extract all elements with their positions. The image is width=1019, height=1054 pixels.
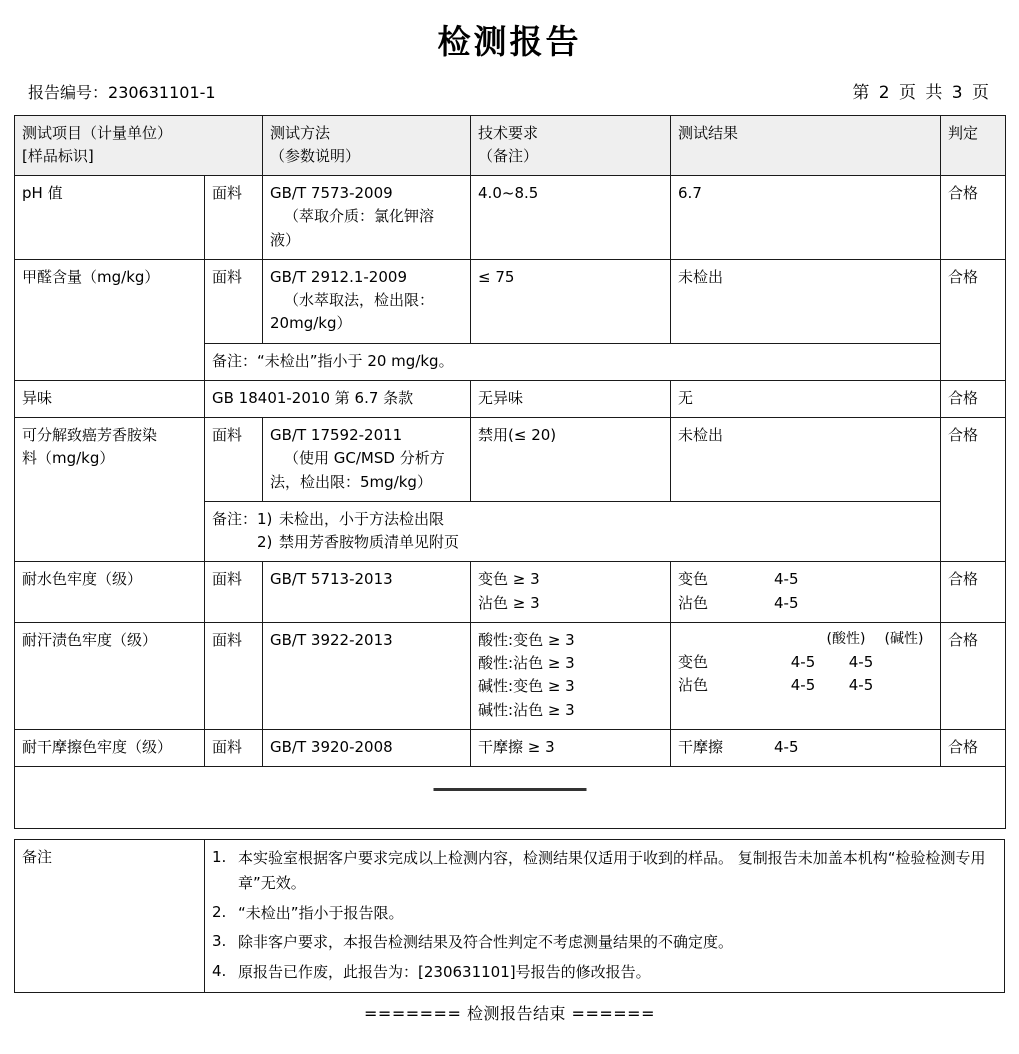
result-grid-header	[678, 629, 933, 651]
remark-item-text: 原报告已作废，此报告为：[230631101]号报告的修改报告。	[238, 963, 651, 982]
table-row	[15, 562, 1006, 623]
column-header-item-line2: [样品标识]	[22, 146, 94, 165]
table-body	[15, 176, 1006, 829]
page-indicator: 第 2 页 共 3 页	[852, 82, 991, 103]
item-line2: 料（mg/kg）	[22, 449, 115, 468]
remark-item-number: 4.	[212, 962, 227, 981]
result-label: 沾色	[678, 593, 709, 612]
remark-item-text: 除非客户要求，本报告检测结果及符合性判定不考虑测量结果的不确定度。	[238, 933, 734, 952]
column-header-method-line2: （参数说明）	[270, 146, 361, 165]
cell-verdict: 合格	[941, 418, 1006, 562]
item-line1: 可分解致癌芳香胺染	[22, 426, 158, 445]
table-row	[15, 418, 1006, 502]
cell-result: 无	[671, 380, 941, 417]
remark-item-text: 本实验室根据客户要求完成以上检测内容，检测结果仅适用于收到的样品。 复制报告未加盖本机构“检验检测专用章”无效。	[238, 849, 986, 892]
row-note-item-number: 2)	[257, 533, 273, 552]
method-standard: GB/T 17592-2011	[270, 426, 403, 445]
cell-material: 面料	[205, 418, 263, 502]
requirement-line: 碱性:变色 ≥ 3	[478, 677, 575, 696]
method-standard: GB/T 7573-2009	[270, 184, 393, 203]
requirement-line: 酸性:沾色 ≥ 3	[478, 654, 575, 673]
cell-method	[263, 418, 471, 502]
cell-item	[15, 418, 205, 562]
report-number	[28, 80, 216, 103]
cell-method: GB/T 3922-2013	[263, 622, 471, 729]
remark-item	[212, 930, 997, 955]
column-header-requirement-line1: 技术要求	[478, 123, 539, 142]
column-header-verdict: 判定	[941, 115, 1006, 176]
table-row	[15, 259, 1006, 343]
result-label: 沾色	[678, 675, 709, 694]
row-note-item-number: 1)	[257, 509, 273, 528]
result-pair	[678, 592, 933, 615]
remark-item	[212, 960, 997, 985]
cell-item: 异味	[15, 380, 205, 417]
method-standard: GB/T 2912.1-2009	[270, 267, 407, 286]
cell-requirement	[471, 622, 671, 729]
method-note-line2: 法，检出限：5mg/kg）	[270, 472, 432, 491]
cell-item: 耐汗渍色牢度（级）	[15, 622, 205, 729]
result-value-alkali: 4-5	[848, 675, 874, 694]
remarks-content	[205, 840, 1005, 993]
table-header	[15, 115, 1006, 176]
cell-verdict: 合格	[941, 562, 1006, 623]
results-table-wrapper	[0, 103, 1019, 830]
cell-method: GB/T 3920-2008	[263, 729, 471, 766]
result-value-acid: 4-5	[790, 652, 816, 671]
cell-item: 耐干摩擦色牢度（级）	[15, 729, 205, 766]
result-value: 4-5	[774, 593, 799, 612]
cell-verdict: 合格	[941, 176, 1006, 260]
cell-result	[671, 622, 941, 729]
table-header-row	[15, 115, 1006, 176]
cell-requirement	[471, 562, 671, 623]
method-note-line1: （萃取介质：氯化钾溶	[284, 207, 435, 226]
cell-item: 耐水色牢度（级）	[15, 562, 205, 623]
cell-result	[671, 562, 941, 623]
page-title: 检测报告	[437, 22, 582, 61]
requirement-line: 碱性:沾色 ≥ 3	[478, 700, 575, 719]
requirement-line: 变色 ≥ 3	[478, 570, 540, 589]
cell-verdict: 合格	[941, 622, 1006, 729]
row-note-item-text: 未检出，小于方法检出限	[279, 509, 445, 528]
cell-requirement: ≤ 75	[471, 259, 671, 343]
requirement-line: 沾色 ≥ 3	[478, 593, 540, 612]
report-end-marker: ======= 检测报告结束 ======	[364, 1003, 655, 1023]
row-note-list	[257, 508, 459, 555]
cell-spacer	[15, 767, 1006, 829]
cell-row-note	[205, 501, 941, 562]
remarks-table	[14, 839, 1005, 993]
cell-requirement: 无异味	[471, 380, 671, 417]
report-number-value: 230631101-1	[108, 82, 216, 102]
cell-material: 面料	[205, 176, 263, 260]
cell-material: 面料	[205, 259, 263, 343]
cell-material: 面料	[205, 622, 263, 729]
result-label: 干摩擦	[678, 737, 724, 756]
result-grid-row	[678, 651, 933, 674]
result-label: 变色	[678, 652, 709, 671]
remark-item	[212, 901, 997, 926]
cell-requirement: 禁用(≤ 20)	[471, 418, 671, 502]
method-note-line2: 液）	[270, 230, 301, 249]
result-pair	[678, 568, 933, 591]
cell-requirement: 干摩擦 ≥ 3	[471, 729, 671, 766]
requirement-line: 酸性:变色 ≥ 3	[478, 630, 575, 649]
result-grid-row	[678, 674, 933, 697]
column-header-result: 测试结果	[671, 115, 941, 176]
column-header-requirement-line2: （备注）	[478, 146, 539, 165]
cell-result	[671, 729, 941, 766]
cell-result: 未检出	[671, 418, 941, 502]
column-header-method-line1: 测试方法	[270, 123, 331, 142]
cell-result: 未检出	[671, 259, 941, 343]
remark-item-number: 1.	[212, 848, 227, 867]
end-of-results-rule	[434, 788, 587, 791]
result-label: 变色	[678, 570, 709, 589]
table-row	[15, 380, 1006, 417]
result-pair	[678, 736, 933, 759]
table-spacer-row	[15, 767, 1006, 829]
row-note-text: “未检出”指小于 20 mg/kg。	[257, 351, 454, 370]
cell-material: 面料	[205, 562, 263, 623]
remark-item-text: “未检出”指小于报告限。	[238, 903, 404, 922]
column-header-requirement	[471, 115, 671, 176]
cell-verdict: 合格	[941, 259, 1006, 380]
report-meta	[0, 62, 1019, 103]
remarks-label: 备注	[15, 840, 205, 993]
cell-item: 甲醛含量（mg/kg）	[15, 259, 205, 380]
column-header-item-line1: 测试项目（计量单位）	[22, 123, 173, 142]
cell-method: GB 18401-2010 第 6.7 条款	[205, 380, 471, 417]
result-value-alkali: 4-5	[848, 652, 874, 671]
cell-item: pH 值	[15, 176, 205, 260]
cell-row-note	[205, 343, 941, 380]
table-row	[15, 729, 1006, 766]
result-value: 4-5	[774, 570, 799, 589]
row-note-label: 备注：	[212, 351, 258, 370]
cell-verdict: 合格	[941, 729, 1006, 766]
row-note-item	[257, 508, 459, 531]
table-row	[15, 622, 1006, 729]
cell-requirement: 4.0~8.5	[471, 176, 671, 260]
remarks-table-wrapper	[0, 829, 1019, 993]
remark-item-number: 3.	[212, 932, 227, 951]
report-number-label: 报告编号：	[28, 82, 109, 102]
method-note-line1: （使用 GC/MSD 分析方	[284, 449, 445, 468]
method-note-line2: 20mg/kg）	[270, 314, 352, 333]
cell-material: 面料	[205, 729, 263, 766]
remark-item-number: 2.	[212, 902, 227, 921]
result-column-header-alkali: (碱性)	[884, 630, 924, 647]
cell-result: 6.7	[671, 176, 941, 260]
remarks-body	[15, 840, 1005, 993]
cell-method	[263, 259, 471, 343]
result-value-acid: 4-5	[790, 675, 816, 694]
remarks-row	[15, 840, 1005, 993]
cell-verdict: 合格	[941, 380, 1006, 417]
cell-method: GB/T 5713-2013	[263, 562, 471, 623]
table-row	[15, 176, 1006, 260]
results-table	[14, 115, 1006, 830]
column-header-method	[263, 115, 471, 176]
row-note-item-text: 禁用芳香胺物质清单见附页	[279, 533, 460, 552]
column-header-item	[15, 115, 263, 176]
cell-method	[263, 176, 471, 260]
result-grid	[678, 629, 933, 697]
remark-item	[212, 846, 997, 896]
result-value: 4-5	[774, 737, 799, 756]
result-column-header-acid: (酸性)	[826, 630, 866, 647]
method-note-line1: （水萃取法，检出限：	[284, 291, 435, 310]
row-note-label: 备注：	[212, 509, 258, 528]
row-note-item	[257, 531, 459, 554]
